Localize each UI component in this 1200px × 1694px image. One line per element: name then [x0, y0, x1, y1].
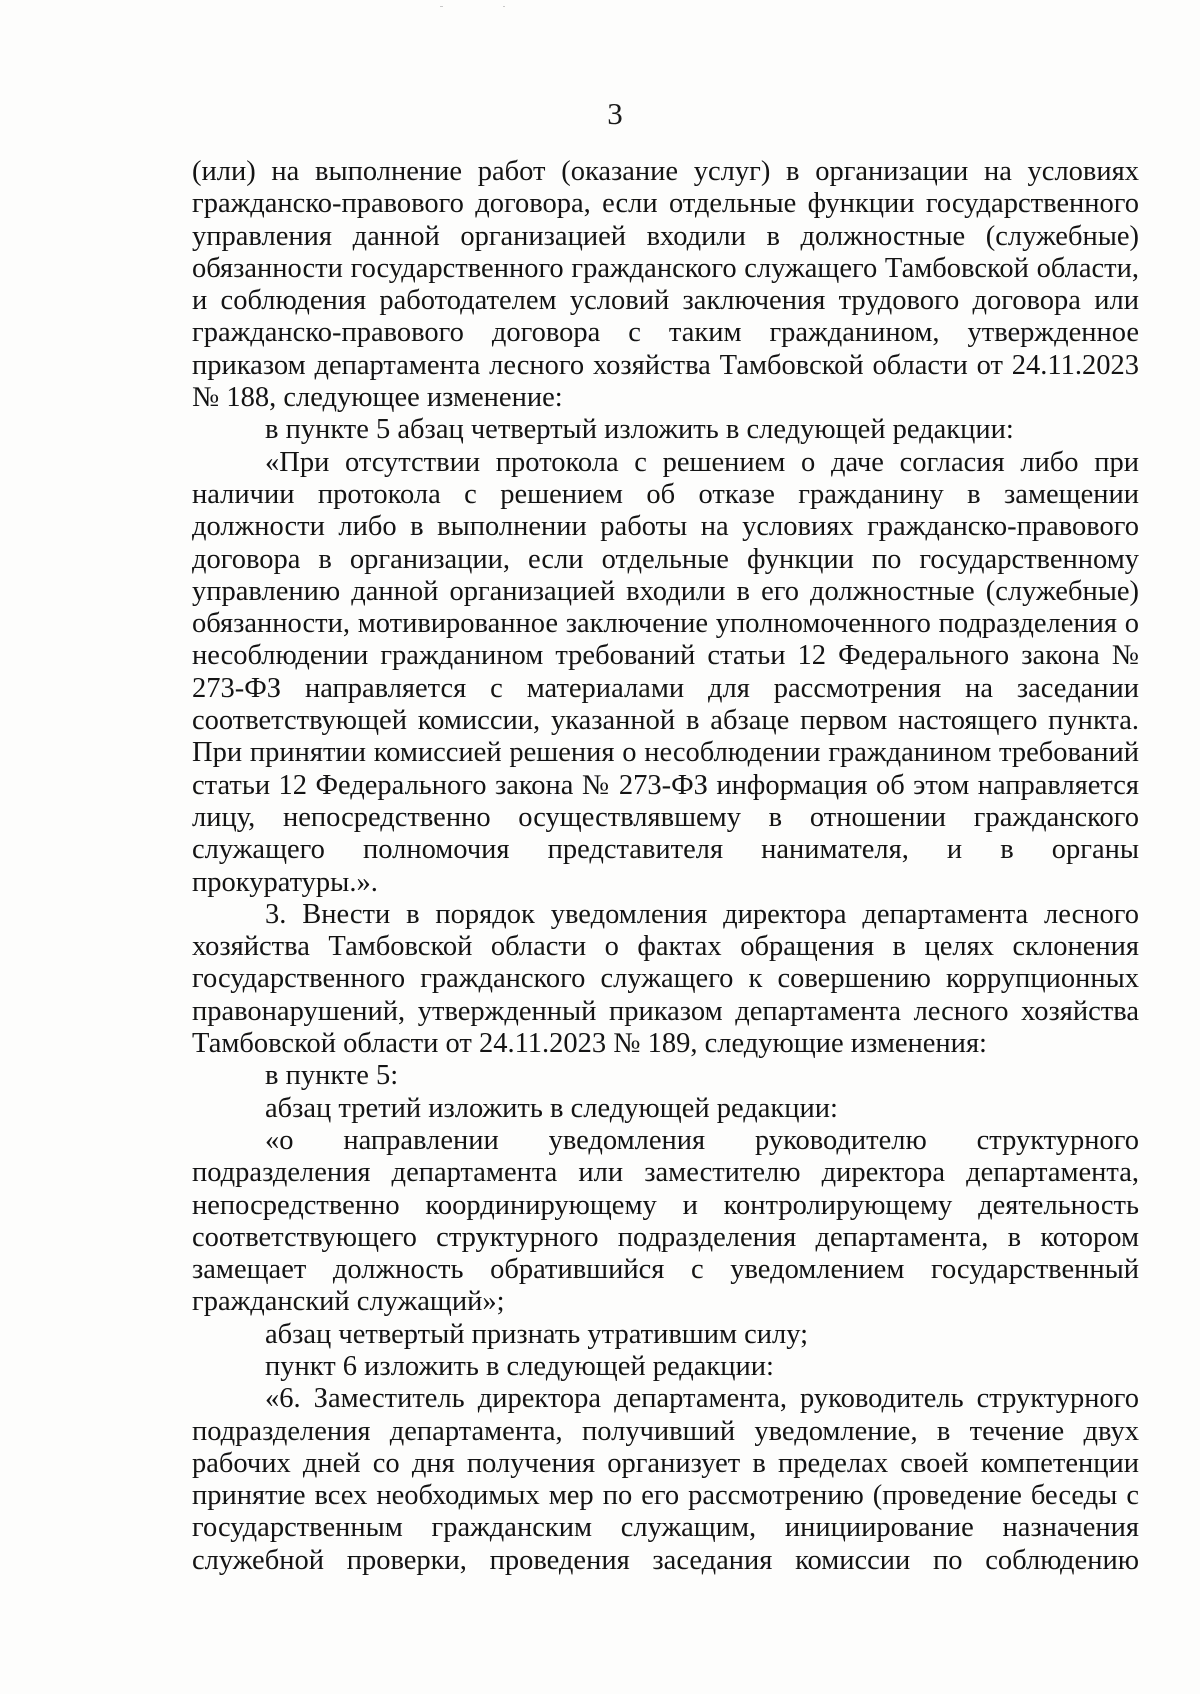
paragraph-point-5-instruction: в пункте 5 абзац четвертый изложить в следующей редакции:	[265, 414, 1014, 446]
page-number: 3	[607, 96, 623, 131]
paragraph-order-continuation: (или) на выполнение работ (оказание услуг) в организации на условиях гражданско-правового договора, если отдельные функции государственного управления данной организацией входили в должностные (служебные) обязанности государственного гражданского служащего Тамбовской области, и соблюдения работодателем условий заключения трудового договора или гражданско-правового договора с таким гражданином, утвержденное приказом департамента лесного хозяйства Тамбовской области от 24.11.2023 № 188, следующее изменение:	[192, 156, 1139, 414]
paragraph-quoted-third-abzac: «о направлении уведомления руководителю структурного подразделения департамента или заместителю директора департамента, непосредственно координирующему и контролирующему деятельность соответствующего структурного подразделения департамента, в котором замещает должность обратившийся с уведомлением государственный гражданский служащий»;	[192, 1124, 1139, 1318]
paragraph-point-6-instruction: пункт 6 изложить в следующей редакции:	[265, 1350, 774, 1382]
paragraph-quoted-new-wording: «При отсутствии протокола с решением о даче согласия либо при наличии протокола с решением об отказе гражданину в замещении должности либо в выполнении работы на условиях гражданско-правового договора в организации, если отдельные функции по государственному управлению данной организацией входили в его должностные (служебные) обязанности, мотивированное заключение уполномоченного подразделения о несоблюдении гражданином требований статьи 12 Федерального закона № 273-ФЗ направляется с материалами для рассмотрения на заседании соответствующей комиссии, указанной в абзаце первом настоящего пункта. При принятии комиссией решения о несоблюдении гражданином требований статьи 12 Федерального закона № 273-ФЗ информация об этом направляется лицу, непосредственно осуществлявшему в отношении гражданского служащего полномочия представителя нанимателя, и в органы прокуратуры.».	[192, 446, 1139, 898]
paragraph-item-3: 3. Внести в порядок уведомления директора департамента лесного хозяйства Тамбовской области о фактах обращения в целях склонения государственного гражданского служащего к совершению коррупционных правонарушений, утвержденный приказом департамента лесного хозяйства Тамбовской области от 24.11.2023 № 189, следующие изменения:	[192, 898, 1139, 1060]
paragraph-fourth-abzac-repealed: абзац четвертый признать утратившим силу;	[265, 1318, 809, 1350]
paragraph-third-abzac-instruction: абзац третий изложить в следующей редакции:	[265, 1092, 838, 1124]
scan-artifact	[503, 6, 505, 7]
paragraph-point-5-heading: в пункте 5:	[265, 1060, 399, 1092]
paragraph-quoted-point-6: «6. Заместитель директора департамента, руководитель структурного подразделения департамента, получивший уведомление, в течение двух рабочих дней со дня получения организует в пределах своей компетенции принятие всех необходимых мер по его рассмотрению (проведение беседы с государственным гражданским служащим, инициирование назначения служебной проверки, проведения заседания комиссии по соблюдению	[192, 1383, 1139, 1576]
document-body	[192, 156, 1139, 1577]
scan-artifact	[440, 6, 443, 7]
